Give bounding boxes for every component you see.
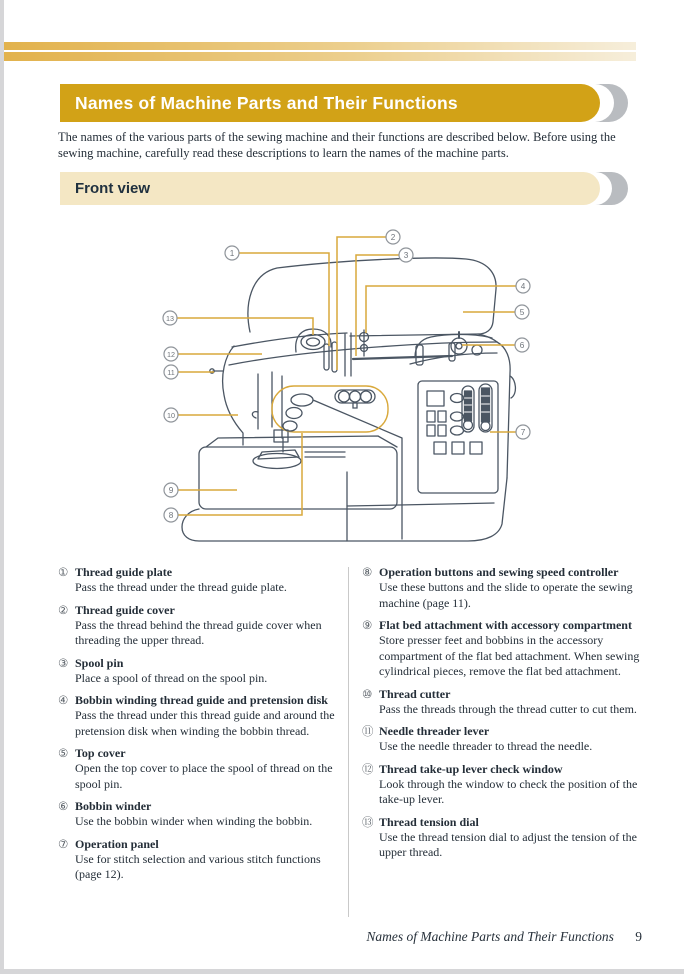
part-description: Pass the thread under the thread guide plate.	[75, 580, 287, 594]
parts-column-left	[58, 565, 342, 890]
part-name: Needle threader lever	[379, 724, 490, 738]
callout-number: 6	[519, 340, 525, 350]
part-number: ②	[58, 602, 69, 617]
part-item	[362, 815, 646, 861]
part-description: Use the thread tension dial to adjust the tension of the upper thread.	[379, 829, 637, 859]
part-description: Pass the thread behind the thread guide cover when threading the upper thread.	[75, 617, 322, 647]
part-item	[362, 762, 646, 808]
page-title-banner	[60, 84, 628, 122]
part-name: Flat bed attachment with accessory compartment	[379, 618, 632, 632]
part-name: Thread tension dial	[379, 814, 479, 829]
sewing-machine-front-view-diagram	[0, 226, 684, 563]
part-name: Bobbin winding thread guide and pretension disk	[75, 693, 328, 707]
footer-title: Names of Machine Parts and Their Functions	[366, 929, 614, 944]
part-number: ⑩	[362, 686, 373, 701]
part-description: Pass the threads through the thread cutter to cut them.	[379, 701, 637, 716]
callout-number: 1	[229, 248, 235, 258]
part-number: ④	[58, 693, 69, 707]
part-name: Spool pin	[75, 655, 124, 670]
part-description: Use these buttons and the slide to operate the sewing machine (page 11).	[379, 580, 633, 610]
parts-column-right	[362, 565, 646, 868]
part-number: ⑨	[362, 618, 373, 632]
page-title: Names of Machine Parts and Their Functions	[75, 93, 458, 113]
callout-number: 11	[167, 367, 175, 377]
part-item	[58, 799, 342, 830]
part-description: Look through the window to check the position of the take-up lever.	[379, 776, 638, 806]
page-footer	[366, 929, 642, 945]
part-description: Pass the thread under this thread guide and around the pretension disk when winding the bobbin thread.	[75, 708, 335, 738]
callout-number: 12	[167, 349, 175, 359]
part-number: ⑤	[58, 746, 69, 760]
callout-number: 5	[519, 307, 525, 317]
part-name: Bobbin winder	[75, 799, 152, 813]
part-number: ③	[58, 655, 69, 670]
part-item	[58, 746, 342, 792]
part-description: Use the bobbin winder when winding the bobbin.	[75, 814, 313, 828]
part-item	[362, 687, 646, 718]
part-item	[362, 724, 646, 755]
part-name: Thread guide cover	[75, 602, 175, 617]
part-name: Thread guide plate	[75, 565, 173, 579]
footer-page-number: 9	[635, 929, 642, 944]
section-title: Front view	[75, 180, 151, 197]
callout-number: 13	[166, 313, 174, 323]
top-stripe-1	[4, 42, 636, 50]
part-name: Operation panel	[75, 836, 159, 851]
section-banner	[60, 172, 628, 205]
callout-number: 3	[403, 250, 409, 260]
part-number: ⑧	[362, 565, 373, 579]
part-number: ⑬	[362, 814, 374, 829]
part-number: ⑫	[362, 761, 374, 776]
callout-number: 4	[520, 281, 526, 291]
part-description: Store presser feet and bobbins in the accessory compartment of the flat bed attachment. When sewing cylindrical pieces, remove the flat bed attachment.	[379, 633, 640, 678]
part-number: ①	[58, 565, 69, 579]
part-name: Top cover	[75, 746, 126, 760]
callout-number: 7	[520, 427, 526, 437]
callout-number: 10	[167, 410, 175, 420]
callout-leader-line	[177, 318, 313, 335]
page-edge-bottom	[0, 969, 684, 974]
intro-paragraph: The names of the various parts of the sewing machine and their functions are described below. Before using the sewing machine, carefully read these descriptions to learn the names of the machine parts.	[58, 130, 616, 160]
part-item	[362, 565, 646, 611]
part-name: Thread take-up lever check window	[379, 761, 563, 776]
top-stripe-2	[4, 52, 636, 61]
part-item	[58, 565, 342, 596]
callout-number: 8	[168, 510, 174, 520]
part-description: Use for stitch selection and various stitch functions (page 12).	[75, 851, 321, 881]
part-item	[362, 618, 646, 680]
part-name: Operation buttons and sewing speed controller	[379, 565, 619, 579]
column-divider	[348, 567, 349, 917]
part-description: Place a spool of thread on the spool pin.	[75, 670, 268, 685]
part-item	[58, 837, 342, 883]
part-number: ⑦	[58, 836, 69, 851]
part-item	[58, 656, 342, 687]
part-item	[58, 603, 342, 649]
part-number: ⑪	[362, 724, 374, 738]
part-description: Use the needle threader to thread the needle.	[379, 739, 593, 753]
part-number: ⑥	[58, 799, 69, 813]
part-description: Open the top cover to place the spool of thread on the spool pin.	[75, 761, 333, 791]
callout-number: 9	[168, 485, 174, 495]
part-name: Thread cutter	[379, 686, 451, 701]
callout-number: 2	[390, 232, 396, 242]
part-item	[58, 693, 342, 739]
